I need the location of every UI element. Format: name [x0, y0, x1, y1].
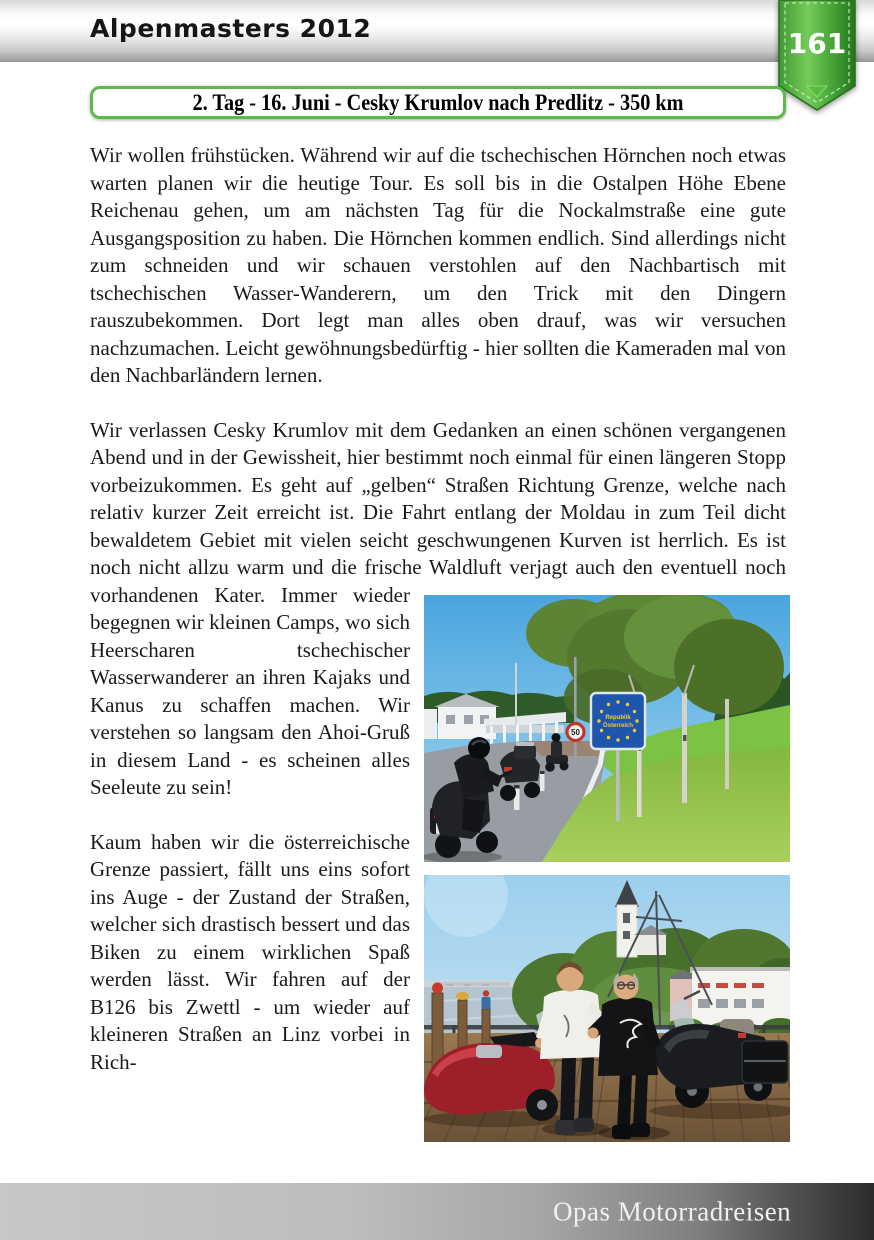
page-number-ribbon	[776, 0, 858, 114]
day-title-banner	[90, 86, 786, 119]
footer-brand: Opas Motorradreisen	[553, 1196, 792, 1226]
distant-bridge	[436, 982, 510, 986]
paragraph-1-text: Wir wollen frühstücken. Während wir auf die tschechischen Hörnchen noch etwas warten planen wir die heutige Tour. Es soll bis in die Ostalpen Höhe Ebene Reichenau gehen, um am nächsten Tag für die Nockalmstraße eine gute Ausgangsposition zu haben. Die Hörnchen kommen endlich. Sind allerdings nicht zum schneiden und wir schauen verstohlen auf den Nachbartisch mit tschechischen Wasser-Wanderern, um den Trick mit den Dingern rauszubekommen. Dort legt man alles oben drauf, was wir versuchen nachzumachen. Leicht gewöhnungsbedürftig - hier sollten die Kameraden mal von den Nachbarländern lernen.	[90, 143, 786, 387]
photo-border-crossing	[424, 595, 790, 862]
speed-limit-value: 50	[571, 727, 580, 737]
photo-flow-spacer	[786, 417, 787, 595]
eu-sign-text-line2: Österreich	[602, 722, 634, 729]
article	[90, 86, 786, 1164]
paragraph-2-text: Wir verlassen Cesky Krumlov mit dem Gedanken an einen schönen vergangenen Abend und in der Gewissheit, hier bestimmt noch einmal für einen längeren Stopp vorbeizukommen. Es geht auf „gelben“ Straßen Richtung Grenze, welche nach relativ kurzer Zeit erreicht ist. Die Fahrt entlang der Moldau in zum Teil dicht bewaldetem Gebiet mit vielen seicht geschwungenen Kurven ist herrlich. Es ist noch nicht allzu warm und die frische Waldluft verjagt auch den eventuell noch vorhandenen Kater. Immer wieder begegnen wir kleinen Camps, wo sich Heerscharen tschechischer Wasserwanderer an ihren Kajaks und Kanus zu schaffen machen. Wir verstehen so langsam den Ahoi-Gruß in diesem Land - es scheinen alles Seeleute zu sein!	[90, 417, 786, 799]
page-footer	[0, 1183, 874, 1240]
eu-sign-text-line1: Republik	[605, 714, 631, 721]
page-header	[0, 0, 874, 62]
photo-pier-handshake	[424, 875, 790, 1142]
page-header-title: Alpenmasters 2012	[90, 14, 372, 43]
photo-column	[424, 595, 790, 1142]
day-title-text: 2. Tag - 16. Juni - Cesky Krumlov nach Predlitz - 350 km	[192, 89, 684, 115]
page-number: 161	[787, 27, 847, 60]
paragraph-3-text: Kaum haben wir die österreichische Grenze passiert, fällt uns eins sofort ins Auge - der Zustand der Straßen, welcher sich drastisch bessert und das Biken zu einem wirklichen Spaß werden lässt. Wir fahren auf der B126 bis Zwettl - um wieder auf kleineren Straßen an Linz vorbei in Rich-	[90, 829, 410, 1074]
bookmark-ribbon-icon	[776, 0, 858, 114]
paragraph-1	[90, 142, 786, 390]
paragraph-2	[90, 417, 786, 802]
